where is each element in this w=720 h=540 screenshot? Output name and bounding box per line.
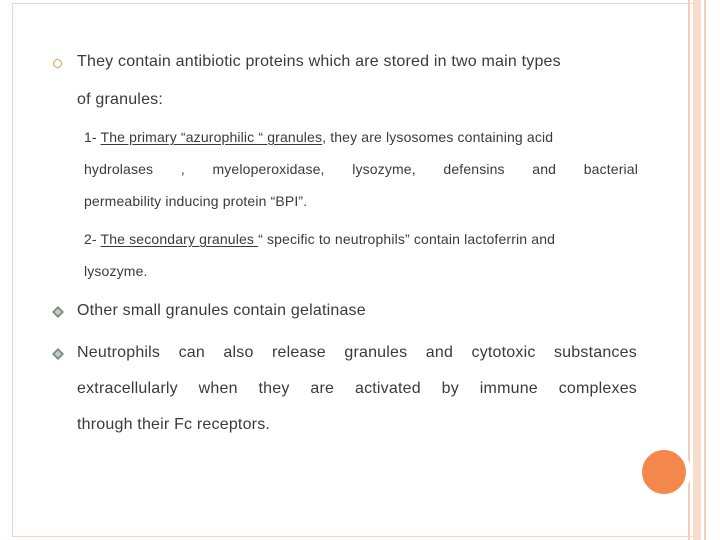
word: can xyxy=(178,344,205,361)
word: release xyxy=(272,344,326,361)
sub-item-2-line-1 xyxy=(84,231,555,247)
word: substances xyxy=(553,344,637,361)
word: by xyxy=(441,380,459,397)
sub-item-2-rest: “ specific to neutrophils” contain lactoferrin and xyxy=(258,231,556,247)
word: activated xyxy=(354,380,421,397)
bullet-1-line-2: of granules: xyxy=(77,91,164,108)
diamond-bullet-icon xyxy=(52,348,64,360)
sub-item-1-rest: , they are lysosomes containing acid xyxy=(322,129,554,145)
decorative-stripe xyxy=(704,0,706,540)
decorative-orange-circle xyxy=(642,450,686,494)
word: and xyxy=(425,344,454,361)
bullet-2-line-1: Other small granules contain gelatinase xyxy=(77,302,366,319)
word: granules xyxy=(344,344,408,361)
word: complexes xyxy=(558,380,637,397)
word: , xyxy=(180,161,185,177)
sub-item-1-underlined-term: The primary “azurophilic “ granules xyxy=(100,129,323,145)
word: defensins xyxy=(443,161,505,177)
word: they xyxy=(258,380,290,397)
word: when xyxy=(198,380,238,397)
sub-item-2-underlined-term: The secondary granules xyxy=(100,231,259,247)
word: immune xyxy=(479,380,538,397)
sub-item-1-line-2 xyxy=(84,161,638,177)
word: also xyxy=(223,344,254,361)
word: cytotoxic xyxy=(471,344,536,361)
ring-bullet-icon xyxy=(53,59,62,68)
sub-item-1-number: 1- xyxy=(84,129,97,145)
word: and xyxy=(532,161,557,177)
sub-item-1-line-3: permeability inducing protein “BPI”. xyxy=(84,193,308,209)
decorative-stripe xyxy=(693,0,701,540)
diamond-bullet-icon xyxy=(52,306,64,318)
sub-item-2-line-2: lysozyme. xyxy=(84,263,148,279)
bullet-3-line-2 xyxy=(77,380,637,398)
bullet-3-line-1 xyxy=(77,344,637,362)
word: lysozyme, xyxy=(352,161,416,177)
word: are xyxy=(310,380,335,397)
sub-item-2-number: 2- xyxy=(84,231,97,247)
word: hydrolases xyxy=(84,161,154,177)
word: bacterial xyxy=(583,161,638,177)
word: myeloperoxidase, xyxy=(212,161,325,177)
word: Neutrophils xyxy=(77,344,161,361)
decorative-stripe xyxy=(688,0,690,540)
bullet-3-line-3: through their Fc receptors. xyxy=(77,416,271,433)
sub-item-1-line-1 xyxy=(84,129,553,145)
word: extracellularly xyxy=(77,380,178,397)
bullet-1-line-1: They contain antibiotic proteins which are stored in two main types xyxy=(77,53,561,70)
